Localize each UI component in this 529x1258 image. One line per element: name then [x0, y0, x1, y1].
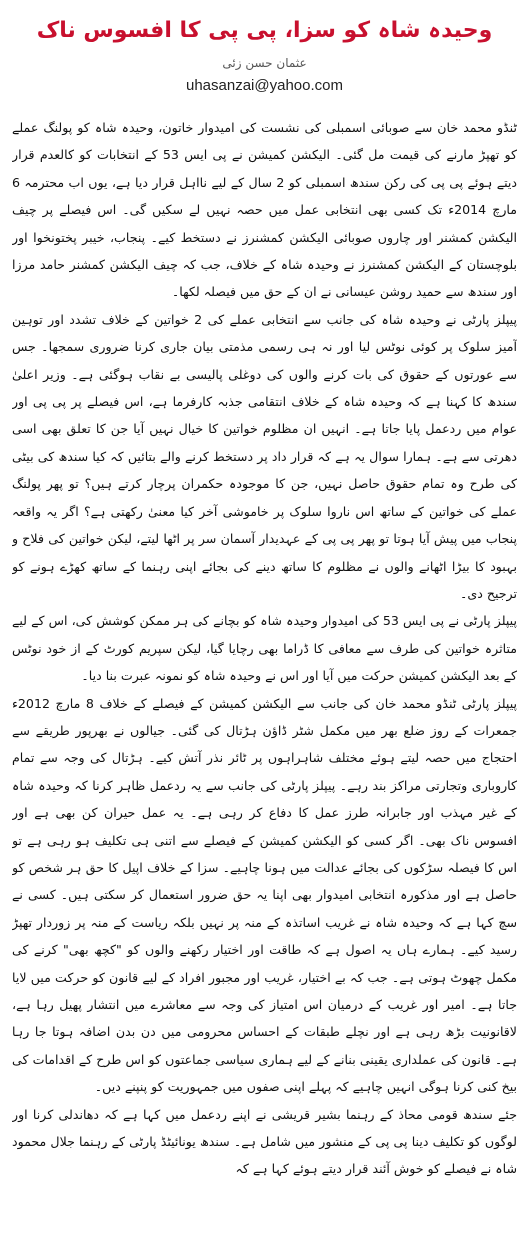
paragraph-5: جئے سندھ قومی محاذ کے رہنما بشیر قریشی نے اپنے ردعمل میں کہا ہے کہ دھاندلی کرنا اور لوگوں کو تکلیف دینا پی پی کے منشور میں شامل ہے۔ سندھ یونائیٹڈ پارٹی کے رہنما جلال محمود شاہ نے فیصلے کو خوش آئند قرار دیتے ہوئے کہا ہے کہ: [12, 1106, 517, 1177]
article-body: [12, 114, 517, 1226]
paragraph-4: پیپلز پارٹی ٹنڈو محمد خان کی جانب سے الیکشن کمیشن کے فیصلے کے خلاف 8 مارچ 2012ء جمعرات کے روز ضلع بھر میں مکمل شٹر ڈاؤن ہڑتال کی گئی۔ جیالوں نے بھرپور طریقے سے احتجاج میں حصہ لیتے ہوئے مختلف شاہراہوں پر ٹائر نذر آتش کیے۔ ہڑتال کی وجہ سے تمام کاروباری وتجارتی مراکز بند رہے۔ پیپلز پارٹی کی جانب سے یہ ردعمل ظاہر کرنا کہ وحیدہ شاہ کے غیر مہذب اور جابرانہ طرز عمل کا دفاع کر رہی ہے۔ یہ عمل حیران کن بھی ہے اور افسوس ناک بھی۔ اگر کسی کو الیکشن کمیشن کے فیصلے سے اتنی ہی تکلیف ہو رہی ہے تو اس کا فیصلہ سڑکوں کی بجائے عدالت میں ہونا چاہیے۔ سزا کے خلاف اپیل کا حق ہر شخص کو حاصل ہے اور مذکورہ انتخابی امیدوار بھی اپنا یہ حق ضرور استعمال کر سکتی ہیں۔ کسی نے سچ کہا ہے کہ وحیدہ شاہ نے غریب اساتذہ کے منہ پر نہیں بلکہ ریاست کے منہ پر زوردار تھپڑ رسید کیے۔ ہمارے ہاں یہ اصول ہے کہ طاقت اور اختیار رکھنے والوں کو "کچھ بھی" کرنے کی مکمل چھوٹ ہوتی ہے۔ جب کہ بے اختیار، غریب اور مجبور افراد کے لیے قانون کو حرکت میں لایا جاتا ہے۔ امیر اور غریب کے درمیان اس امتیاز کی وجہ سے معاشرے میں انتشار پھیل رہا ہے، لاقانونیت بڑھ رہی ہے اور نچلے طبقات کے احساس محرومی میں دن بدن اضافہ ہوتا جا رہا ہے۔ قانون کی عملداری یقینی بنانے کے لیے ہماری سیاسی جماعتوں کو اس طرح کے اقدامات کی بیخ کنی کرنا ہوگی انہیں چاہیے کہ پہلے اپنی صفوں میں جمہوریت کو پنپنے دیں۔: [12, 695, 517, 1095]
article-headline: وحیدہ شاہ کو سزا، پی پی کا افسوس ناک: [36, 18, 493, 43]
paragraph-2: پیپلز پارٹی نے وحیدہ شاہ کی جانب سے انتخابی عملے کی 2 خواتین کے خلاف تشدد اور توہین آمیز سلوک پر کوئی نوٹس لیا اور نہ ہی رسمی مذمتی بیان جاری کرنا ضروری سمجھا۔ جس سے عورتوں کے حقوق کی بات کرنے والوں کی دوغلی پالیسی بے نقاب ہوگئی ہے۔ وزیر اعلیٰ سندھ کا کہنا ہے کہ وحیدہ شاہ کے خلاف انتقامی جذبہ کارفرما ہے، اس فیصلے پر پی پی اور عوام میں ردعمل پایا جاتا ہے۔ انہیں ان مظلوم خواتین کا خیال نہیں آیا جن کا تعلق بھی اسی دھرتی سے ہے۔ ہمارا سوال یہ ہے کہ قرار داد پر دستخط کرنے والے بتائیں کہ کیا سندھ کی بیٹی کی طرح وہ تمام حقوق حاصل نہیں، جن کا موجودہ حکمران پرچار کرتے ہیں؟ تو پھر پولنگ عملے کی خواتین کے ساتھ اس ناروا سلوک پر خاموشی آخر کیا معنیٰ رکھتی ہے؟ اگر یہ واقعہ پنجاب میں پیش آیا ہوتا تو پھر پی پی کے عہدیدار آسمان سر پر اٹھا لیتے، لیکن خواتین کی فلاح و بہبود کا بیڑا اٹھانے والوں نے مظلوم کا ساتھ دینے کی بجائے اپنی رہنما کے ساتھ کھڑے ہونے کو ترجیح دی۔: [12, 311, 517, 601]
paragraph-1: ٹنڈو محمد خان سے صوبائی اسمبلی کی نشست کی امیدوار خاتون، وحیدہ شاہ کو پولنگ عملے کو تھپڑ مارنے کی قیمت مل گئی۔ الیکشن کمیشن نے پی ایس 53 کے انتخابات کو کالعدم قرار دیتے ہوئے پی پی کی رکن سندھ اسمبلی کو 2 سال کے لیے نااہل قرار دیا ہے، یوں اب محترمہ 6 مارچ 2014ء تک کسی بھی انتخابی عمل میں حصہ نہیں لے سکیں گی۔ اس فیصلے پر چیف الیکشن کمشنر اور چاروں صوبائی الیکشن کمشنرز نے دستخط کیے۔ پنجاب، خیبر پختونخوا اور بلوچستان کے الیکشن کمشنرز نے وحیدہ شاہ کے خلاف، جب کہ چیف الیکشن کمشنر حامد مرزا اور سندھ سے حمید روشن عیسانی نے ان کے حق میں فیصلہ لکھا۔: [12, 120, 517, 300]
paragraph-3: پیپلز پارٹی نے پی ایس 53 کی امیدوار وحیدہ شاہ کو بچانے کی ہر ممکن کوشش کی، اس کے لیے متاثرہ خواتین کی طرف سے معافی کا ڈراما بھی رچایا گیا، لیکن سپریم کورٹ کے از خود نوٹس کے بعد الیکشن کمیشن حرکت میں آیا اور اس نے وحیدہ شاہ کو نمونہ عبرت بنا دیا۔: [12, 613, 517, 684]
author-email: uhasanzai@yahoo.com: [186, 77, 343, 94]
author-byline: عثمان حسن زئی: [222, 56, 307, 70]
